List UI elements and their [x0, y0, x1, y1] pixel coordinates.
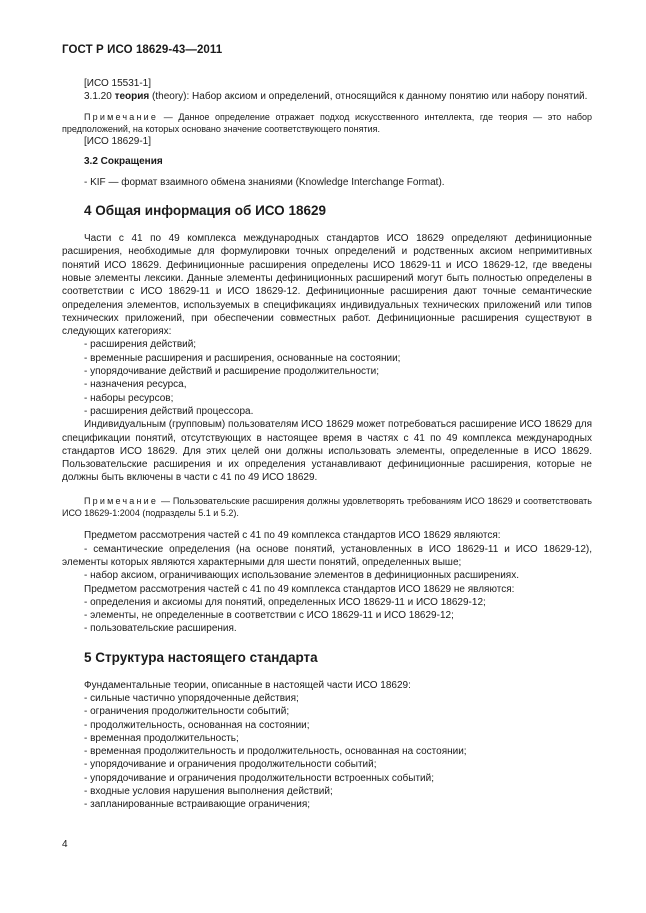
- subsection-heading-abbreviations: 3.2 Сокращения: [84, 156, 163, 168]
- category-item: - расширения действий процессора.: [84, 405, 254, 417]
- page-content: [62, 77, 592, 812]
- note-text: — Данное определение отражает подход искусственного интеллекта, где теория — это набор предположений, на которых основано значение соответствующего понятия.: [62, 111, 592, 134]
- theory-item: - упорядочивание и ограничения продолжительности событий;: [84, 759, 377, 771]
- note-text: — Пользовательские расширения должны удовлетворять требованиям ИСО 18629 и соответствовать ИСО 18629-1:2004 (подразделы 5.1 и 5.2).: [62, 495, 592, 519]
- outscope-item: - определения и аксиомы для понятий, определенных ИСО 18629-11 и ИСО 18629-12;: [84, 596, 486, 608]
- theory-item: - сильные частично упорядоченные действия;: [84, 692, 299, 704]
- theory-item: - временная продолжительность и продолжительность, основанная на состоянии;: [84, 746, 467, 758]
- category-item: - упорядочивание действий и расширение продолжительности;: [84, 366, 379, 378]
- category-item: - временные расширения и расширения, основанные на состоянии;: [84, 352, 401, 364]
- section-heading-5: 5 Структура настоящего стандарта: [84, 649, 318, 665]
- note-theory: [62, 111, 592, 136]
- category-item: - наборы ресурсов;: [84, 392, 174, 404]
- term-number: 3.1.20: [84, 91, 112, 103]
- section-heading-4: 4 Общая информация об ИСО 18629: [84, 203, 326, 219]
- note-user-extensions: [62, 495, 592, 520]
- outscope-item: - пользовательские расширения.: [84, 623, 237, 635]
- section-4-paragraph-2: Индивидуальным (групповым) пользователям ИСО 18629 может потребоваться расширение ИСО 18629 для спецификации понятий, отсутствующих в настоящее время в частях с 41 по 49 комплекса международных стандартов ИСО 18629. Для этих целей они должны использовать элементы, определенные в ИСО 18629. Пользовательские расширения и их определения устанавливают дефиниционные расширения, которые не должны быть включены в части с 41 по 49 ИСО 18629.: [62, 419, 592, 484]
- reference-iso-18629-1: [ИСО 18629-1]: [84, 136, 152, 148]
- term-definition: [62, 90, 592, 103]
- outscope-intro: Предметом рассмотрения частей с 41 по 49 комплекса стандартов ИСО 18629 не являются:: [84, 583, 515, 595]
- section-4-paragraph-1: Части с 41 по 49 комплекса международных стандартов ИСО 18629 определяют дефиниционные расширения, необходимые для формулировки точных определений и родственных аксиом непримитивных понятий ИСО 18629. Дефиниционные расширения определены ИСО 18629-11 и ИСО 18629-12, где введены новые элементы лексики. Данные элементы дефиниционных расширений могут быть полностью определены в соответствии с ИСО 18629-11 и ИСО 18629-12. Дефиниционные расширения дают точные семантические определения элементов, используемых в спецификациях индивидуальных технических приложений или типов технических приложений, при обеспечении совместных работ. Дефиниционные расширения существуют в следующих категориях:: [62, 233, 592, 338]
- theory-item: - продолжительность, основанная на состоянии;: [84, 719, 310, 731]
- category-item: - назначения ресурса,: [84, 379, 187, 391]
- page-number: 4: [62, 839, 68, 850]
- theory-item: - входные условия нарушения выполнения действий;: [84, 786, 333, 798]
- note-label: Примечание: [84, 495, 159, 506]
- category-item: - расширения действий;: [84, 339, 197, 351]
- theory-item: - временная продолжительность;: [84, 732, 239, 744]
- note-label: Примечание: [84, 111, 159, 122]
- term-text: (theory): Набор аксиом и определений, относящийся к данному понятию или набору понятий.: [149, 91, 588, 103]
- abbreviation-kif: - KIF — формат взаимного обмена знаниями (Knowledge Interchange Format).: [84, 176, 445, 188]
- section-5-intro: Фундаментальные теории, описанные в настоящей части ИСО 18629:: [84, 679, 411, 691]
- scope-item: - набор аксиом, ограничивающих использование элементов в дефиниционных расширениях.: [84, 570, 519, 582]
- scope-intro: Предметом рассмотрения частей с 41 по 49 комплекса стандартов ИСО 18629 являются:: [84, 530, 501, 542]
- page-header: ГОСТ Р ИСО 18629-43—2011: [62, 44, 223, 56]
- theory-item: - запланированные встраивающие ограничения;: [84, 799, 311, 811]
- scope-item: - семантические определения (на основе понятий, установленных в ИСО 18629-11 и ИСО 18629-12), элементы которых являются характерными для шести понятий, определенных выше;: [62, 543, 592, 568]
- reference-iso-15531-1: [ИСО 15531-1]: [84, 78, 152, 89]
- term-name: теория: [114, 91, 150, 103]
- theory-item: - упорядочивание и ограничения продолжительности встроенных событий;: [84, 772, 434, 784]
- theory-item: - ограничения продолжительности событий;: [84, 706, 290, 718]
- outscope-item: - элементы, не определенные в соответствии с ИСО 18629-11 и ИСО 18629-12;: [84, 610, 454, 622]
